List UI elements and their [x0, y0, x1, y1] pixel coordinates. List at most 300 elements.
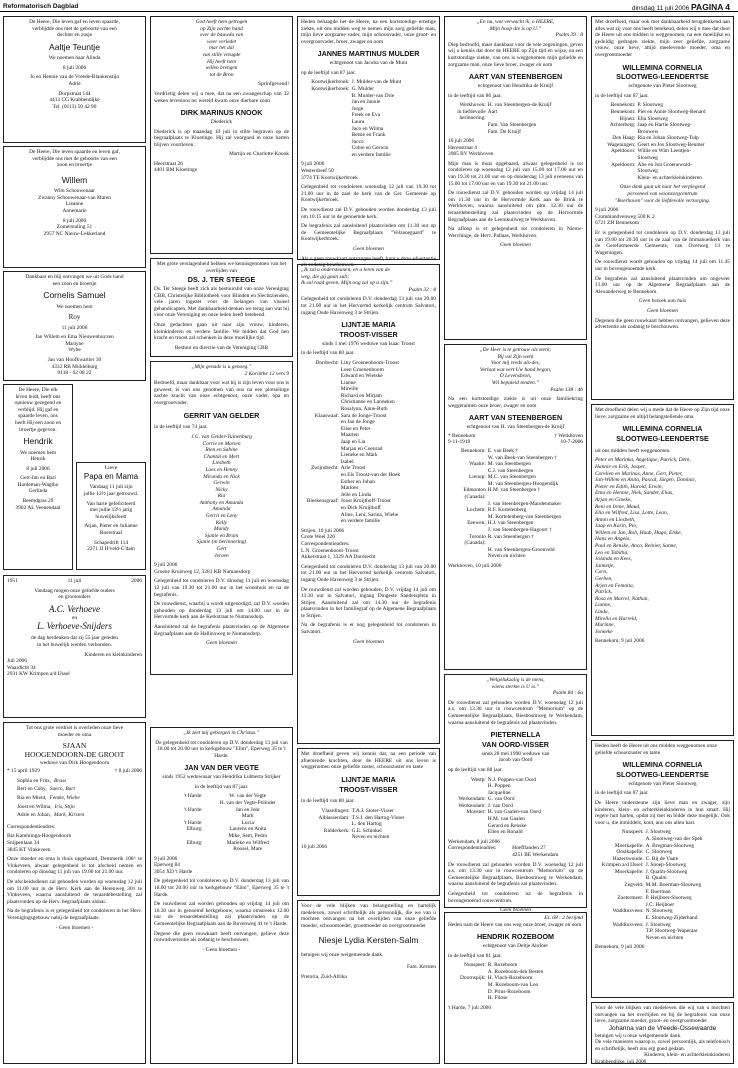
place-label: Klaaswaal: — [314, 412, 339, 419]
ad-paragraph: Heden nam de Heere van ons weg onze broer, zwager en oom — [448, 921, 582, 928]
ad-paragraph: Gelegenheid tot condoleren D.V. donderdag 13 juli van 20.00 tot 21.00 uur in het Hervormd kerkelijk centrum Salvatori, ingang Oude Havenweg 3 te Strijen. — [301, 296, 436, 316]
list-line: Paul en Renske, Anco, Reinier, Sanne, — [595, 543, 678, 550]
place-label — [301, 485, 339, 492]
family-list — [154, 793, 289, 852]
ad-text: de dag herdenken dat zij 55 jaar geleden — [31, 635, 118, 642]
family-member: Cobie en Gerwin — [351, 145, 389, 152]
family-member: Elise en Peter — [340, 425, 371, 432]
ad-text: Dankbaar en blij ontvingen we uit Gods hand — [25, 274, 124, 280]
correspondence-label: Correspondentieadres: — [7, 823, 56, 830]
ad-text: betuigen wij u onze welgemeende dank. — [595, 1032, 682, 1039]
family-member: J. Snoep-Slootweg — [645, 862, 687, 869]
family-member: E. van Beek † — [487, 447, 519, 454]
address: Grote Weel 326 — [301, 534, 335, 541]
list-line: God heeft hem getrogen — [195, 19, 248, 25]
footer-note: Geen bloemen — [500, 242, 531, 249]
list-line: Jonneke — [595, 628, 613, 635]
place-label — [595, 168, 636, 175]
place-label — [301, 452, 339, 459]
thanks-note: personeel van woonzorgcentrum — [627, 191, 698, 198]
verse: Ik zal raad geven, Mijn oog zal op u zijn.” — [301, 280, 393, 287]
page-number: 4 — [725, 2, 730, 12]
deceased-sub: weduwe van Dirk Hoogendoorn — [39, 759, 110, 766]
birth-date: 8 juli 2006 — [62, 217, 87, 224]
phone: Tel. (0113) 50 42 90 — [52, 103, 97, 110]
list-line: Rien en Sabine — [205, 447, 238, 454]
family-member: en Jan de Jonge — [340, 419, 375, 426]
family-member: Roosel, Mare — [233, 846, 263, 853]
place-label: Zwijndrecht: — [310, 465, 339, 472]
place-label — [595, 155, 636, 162]
list-line: over de bauwda van — [199, 32, 244, 39]
life-dates — [448, 433, 583, 446]
ad-paragraph: De afscheidsdienst zal gehouden worden op woensdag 12 juli om 11.00 uur in de Herv. Kerk aan de Herenweg 301 te Vinkeveen, waarna aansluitend de teraardebestelling zal plaatsvinden op de Herv. begraafplaats aldaar. — [7, 879, 142, 905]
family-list — [301, 79, 436, 158]
family-member: Jacco — [351, 138, 364, 145]
address: 4401 BM Kloetinge — [154, 167, 198, 174]
ad-paragraph: Gelegenheid tot condoleren D.V. dinsdag 11 juli en woensdag 12 juli van 19.30 tot 21.00 uur in het woonhuis en na de begrafenis. — [154, 578, 289, 598]
place-label: Elburg: — [186, 839, 203, 846]
ad-paragraph: Heden behaagde het de Heere, na een kortstondige ernstige ziekte, uit ons midden weg te nemen mijn zorg geliefde man, mijn lieve zorgzame vader, mijn schoonvader, onze groot- en overgrootvader, broer, zwager en oom — [301, 19, 436, 45]
place-label: Wageningen: — [607, 141, 636, 148]
family-member: Esther en Johan — [340, 478, 375, 485]
relative-names: Ria en Mient, — [17, 795, 47, 802]
place-label — [448, 982, 486, 989]
list-line: Miranda en Nick — [203, 473, 240, 480]
list-line: „De Heer is te getrouw als sterk; — [479, 347, 552, 353]
family-member: Arie Troost — [340, 465, 366, 472]
thanks-note: "Boerhaven" voor de liefdevolle verzorging. — [614, 197, 711, 204]
list-line: Lianne, — [595, 602, 612, 609]
list-line: van stille vreugde — [202, 51, 241, 58]
address: Snijpenlaan 34 — [7, 840, 40, 847]
honoree-name: A.C. Verhoeve — [48, 603, 101, 614]
list-line: Arjen en Femnita, — [595, 582, 635, 589]
verse: „Welgelukzalig is de mens, — [486, 677, 545, 683]
birth-ad-hendrik — [3, 384, 73, 570]
verse-ref: Psalm 39 : 8 — [555, 32, 583, 39]
place-label: Werkendam: — [458, 796, 486, 803]
address: 4251 BE Werkendam — [512, 852, 559, 859]
family-member: P. Heijboer-Slootweg — [645, 895, 692, 902]
family-member: N.J. Poppen-van Oord — [487, 776, 537, 783]
address: 4332 RB Middelburg — [51, 363, 98, 370]
family-member: H. Vlach-Rozeboom — [487, 975, 533, 982]
place-label — [448, 455, 486, 462]
date: 9 juli 2006 — [595, 207, 619, 214]
place-label: Nunspeet: — [621, 829, 644, 836]
family-member: Jaap en Lia — [340, 439, 366, 446]
age: op de leeftijd van 88 jaar. — [448, 766, 503, 773]
ad-paragraph: Als u geen rouwkaart ontvangen heeft, kunt u deze advertentie als zodanig beschouwen. — [301, 255, 437, 269]
address: L.N. Groenenboom-Troost — [301, 547, 359, 554]
family-member: Marieke en Wilfred — [226, 839, 269, 846]
family-member: Jorge — [351, 105, 364, 112]
ad-paragraph: De rouwdienst, waarbij u wordt uitgenodigd, zal D.V. worden gehouden op donderdag 13 juli om 14.00 uur in de Hervormde kerk aan de Kerkstraat te Numansdorp. — [154, 601, 289, 621]
address: Heerstraat 26 — [154, 160, 183, 167]
ad-paragraph: Met droefheid delen wij u mede dat de Heere op Zijn tijd onze lieve, zorgzame en altijd belangstellende oma — [595, 407, 730, 420]
footer-note: - Geen bloemen - — [202, 946, 241, 953]
family-member: Leen Groenenboom — [340, 366, 384, 373]
date: Werkhoven, 10 juli 2006 — [448, 563, 502, 569]
family-member: Neven en nichten — [487, 553, 526, 560]
family-member: Mike, Sem, Pedro — [228, 832, 268, 839]
obituary-van-steenbergen-family — [444, 344, 587, 670]
family-member: Willie en Wim Leentjen- — [637, 148, 692, 155]
deceased-name: HOOGENDOORN-DE GROOT — [24, 750, 125, 760]
deceased-name: DS. J. TER STEEGE — [187, 275, 256, 285]
obituary-van-gelder — [150, 361, 293, 675]
ad-paragraph: Voor de vele blijken van belangstelling en hartelijk medeleven, zowel schriftelijk als persoonlijk, die we van u mochten ontvangen na het overlijden van onze geliefde moeder, schoonmoeder, grootmoeder en overgrootmoeder — [301, 903, 436, 929]
address: Westerdreef 50 — [301, 168, 334, 175]
family-member: Ria en Johan Slootweg-Tulp — [637, 135, 699, 142]
place-label: Dordrecht: — [315, 359, 339, 366]
footer-note: Geen bloemen — [500, 907, 531, 914]
list-line: Liesbeth — [212, 460, 231, 467]
list-line: Elia en Wilfred, Lisa, Lotte, Lean, — [595, 510, 669, 517]
ad-paragraph: De rouwdienst zal worden gehouden, D.V. vrijdag 14 juli om 13.30 uur in Salvatori, ingang Dingeste Sandersplein in Strijen. Aansluitend zal om 14.30 uur de begrafenis plaatsvinden in het familiegraf op de Algemene Begraafplaats te Strijen. — [301, 586, 436, 619]
anniversary-years — [7, 578, 142, 585]
place-label: Zoetermeer: — [617, 895, 644, 902]
parent: Zwanny Schouwenaar-van Maren — [38, 194, 111, 201]
date: Strijen, 10 juli 2006 — [301, 527, 345, 534]
ad-text: Van harte gefeliciteerd — [86, 500, 136, 507]
relative-row — [17, 804, 142, 811]
age: in de leeftijd van 86 jaar. — [448, 92, 502, 99]
place-label: Apeldoorn: — [610, 161, 636, 168]
footer-note: Geen bloemen — [353, 638, 384, 645]
verse: weg, die gij gaan zult; — [301, 273, 350, 280]
family-member: J.C. Heijboer — [645, 901, 675, 908]
family-member: G. van Oord — [487, 796, 515, 803]
ad-text: zoon en broertje — [56, 162, 93, 169]
ad-paragraph: Degene die geen rouwkaart heeft ontvangen, gelieve deze rouwadvertentie als zodanig te beschouwen. — [154, 930, 289, 944]
list-line: Gerwin — [213, 480, 230, 487]
list-line: willen brengen — [205, 65, 238, 72]
place-label — [595, 902, 644, 909]
death-date: † 8 juli 2006 — [114, 768, 142, 775]
relative-names: Adrie en Johan, — [17, 812, 51, 819]
signature: Martijn en Charlotte Knook — [228, 151, 289, 158]
family-member: Laurens en Anita — [229, 826, 267, 833]
relative-row — [17, 812, 142, 819]
family-member: H.M. van Gaalen — [487, 816, 525, 823]
list-line: mar het dal — [209, 45, 234, 52]
ad-paragraph: Met droefheid, maar ook met dankbaarheid terugdenkend aan alles wat zij voor ons heeft betekend, delen wij u mee dat door de Heere uit ons midden is weggenomen, na een moeilijke en geduldig gedragen ziekte, mijn zeer geliefde, zorgzame vrouw, onze lieve, altijd meelevende moeder, oma en overgrootmoeder — [595, 19, 730, 58]
obituary-rozeboom — [444, 912, 587, 1064]
ad-text: verblijdde ons met de geboorte van een — [32, 25, 117, 32]
death-date: 10-7-2006 — [560, 439, 583, 446]
place-date: Pretoria, Zuid-Afrika — [301, 973, 347, 980]
list-line: Anthony en Amanda — [199, 499, 244, 506]
date: 10 juli 2006 — [301, 843, 328, 850]
place-label — [154, 833, 203, 840]
deceased-sub: echtgenoot van Hendrika de Kruijf — [477, 82, 554, 89]
deceased-name: WILLEMINA CORNELIA — [622, 424, 703, 434]
family-member: B. Mulder-van Drie — [351, 92, 395, 99]
family-member: Neven en nichten — [351, 834, 390, 841]
date: 9 juli 2006 — [154, 562, 178, 569]
place-label: Den Haag: — [612, 135, 636, 142]
place-label — [154, 846, 203, 853]
age: in de leeftijd van 80 jaar. — [301, 350, 355, 357]
family-member: N. Slootweg — [645, 908, 673, 915]
ad-text: dochter en zusje — [56, 32, 93, 39]
obituary-knook — [150, 16, 293, 254]
grandchildren: Iris, Stijn — [54, 803, 75, 810]
place-label — [301, 834, 350, 841]
place-label: Monster: — [466, 809, 486, 816]
place-label: Moerkapelle: — [614, 842, 644, 849]
birth-date: 11 juli 2006 — [61, 324, 88, 331]
place-label — [595, 935, 644, 942]
place-label: 't Harde: — [184, 806, 203, 813]
relatives-list — [7, 778, 142, 819]
family-member: M. van Steenbergen-Hoogendijk — [487, 480, 559, 487]
obituary-troost-visser-family — [297, 748, 440, 896]
age: uit ons midden heeft weggenomen. — [595, 447, 671, 454]
family-member: Christianne en Lanneken — [340, 399, 395, 406]
place-label: Bennekom: — [610, 102, 636, 109]
deceased-name: Niesje Lydia Kersten-Salm — [318, 935, 419, 946]
deceased-sub: Jacob van Oord — [498, 757, 533, 764]
family-member: Richard en Mirjam — [340, 392, 382, 399]
year-start: 1951 — [7, 578, 18, 584]
place-label — [595, 836, 644, 843]
correspondence-label: Correspondentieadres: — [448, 845, 497, 852]
family-member: Marloes — [340, 485, 359, 492]
ad-paragraph: Heden heeft de Heere uit ons midden weggenomen onze geliefde schoonzuster en tante — [595, 743, 717, 756]
family-member: H.J. van Steenbergen — [487, 520, 534, 527]
age: op de leeftijd van 87 jaar. — [301, 69, 356, 76]
place-label — [301, 386, 339, 393]
ad-text: en — [71, 614, 78, 621]
family-member: J. van Steenbergen-Mandenmaker — [487, 500, 562, 507]
list-line: Jaap en Karin, Pio, — [595, 523, 638, 530]
ad-paragraph: De begrafenis zal aansluitend plaatsvinden om 11.30 uur op de Gemeentelijke Begraafplaats "Velzenegaard" te Kootwijkerbroek. — [301, 223, 436, 243]
ad-paragraph: De Heere ondersteune zijn lieve man en zwager, zijn kinderen, klein- en achterkleinkinderen in hun smart. Hij regere hun harten, opdat zij met en bidde deze mogelijk. Ook voor u, die inmiddels, kont, ann ons allen hart. — [595, 799, 730, 826]
family-member: C. Slootweg — [645, 849, 673, 856]
address: Herenstraat 4 — [448, 144, 477, 151]
sibling: Annemarie — [62, 207, 87, 214]
ad-paragraph: De rouwdienst zal worden gehouden op vrijdag 14 juli om 10.30 uur in genoemd kerkgebouw, waarna omstreeks 12.00 uur de teraardebestelling zal plaatsvinden op de Gemeentelijke Begraafplaats aan de Bovenweg 41 te 't Harde. — [154, 901, 289, 928]
list-line: Peter en Marinka, Angelique, Patrick, Derk, — [595, 457, 691, 464]
ad-text: verblijd. Hij gaf en — [17, 406, 59, 413]
ad-text: een zoon en broertje — [52, 280, 97, 287]
place-label — [301, 145, 350, 152]
family-member: Aart — [487, 108, 498, 115]
family-member: Geert en Jos Slootweg-Beumer — [637, 141, 705, 148]
place-label — [154, 813, 203, 820]
family-member: M. Kortelenberg-van Steenbergen — [487, 513, 562, 520]
place-label: Kootwijkerbroek: — [311, 79, 350, 86]
family-member: Betsie en Frank — [351, 132, 386, 139]
ad-paragraph: Na afloop is er gelegenheid tot condoleren in Nieuw-Werchinge, de Herv. Pallaas, Werkhoven. — [448, 226, 583, 239]
ad-text: Lieve — [104, 465, 118, 471]
footer-note: - Geen bloemen - — [55, 924, 94, 931]
footer-note: Geen bloemen — [353, 246, 384, 252]
anniversary-ad-verhoeve — [3, 575, 146, 718]
place-label: Westp: — [470, 776, 486, 783]
obituary-slootweg — [591, 16, 734, 400]
deceased-name: SJAAN — [62, 741, 87, 751]
place-label — [301, 479, 339, 486]
family-member: Lianne — [340, 379, 356, 386]
nickname: Roy — [68, 313, 81, 322]
ad-text: broertje gegeven. — [19, 426, 57, 433]
family-member: Piet en Annie Slootweg-Benard — [637, 108, 706, 115]
address: Dorpstraat 144 — [58, 90, 91, 97]
family-member: C.J. van Steenbergen — [487, 467, 534, 474]
list-line: Mandy — [214, 526, 229, 533]
verse-ref: Psalm 138 : 4b — [550, 386, 583, 393]
place-label: Nunspeet: — [463, 962, 486, 969]
list-line: Anton en Liesbeth, — [595, 516, 636, 523]
list-line: Marinne, — [595, 622, 615, 629]
ad-paragraph: Aansluitend zal de begrafenis plaatsvinden op de Algemene Begraafplaats aan de Hallinxweg te Numansdorp. — [154, 623, 289, 637]
family-member: Gerard en Renske — [487, 822, 527, 829]
family-member: F. Boerman — [645, 888, 671, 895]
deceased-sub: echtgenote van Pieter Slootweg — [628, 83, 697, 90]
verse: wiens sterkte is U is.” — [491, 683, 540, 690]
family-member: H. Poppen — [487, 783, 511, 790]
place-label — [301, 439, 339, 446]
place-label — [301, 472, 339, 479]
family-member: R. Rozeboom — [487, 962, 518, 969]
verse: „Ik zeet mij geborgen in Christus.” — [183, 730, 260, 736]
family-member: A. Bregman-Slootweg — [645, 842, 695, 849]
deceased-sub: sinds 28 mei 1998 weduwe van — [481, 750, 550, 757]
family-member: en verdere familie — [351, 151, 391, 158]
place-label: Eeewen: — [467, 520, 486, 527]
sibling: Wybe — [68, 347, 81, 354]
place-label — [301, 152, 350, 159]
place-label — [301, 373, 339, 380]
header-rule — [0, 11, 738, 12]
family-member: T.P. Slootweg-Waperaar — [645, 928, 698, 935]
grandchildren: Brass — [54, 777, 67, 784]
obituary-van-oord-visser — [444, 674, 587, 914]
place-label — [448, 514, 486, 521]
family-list — [448, 102, 583, 135]
family-member: Marjan en Coenrad — [340, 445, 383, 452]
age: in de leeftijd van 80 jaar. — [301, 798, 355, 805]
list-line: Patrick, — [595, 589, 613, 596]
family-member: en verdere familie — [340, 518, 381, 525]
place-label: Hazerswoude: — [612, 855, 644, 862]
ad-text: opnieuw gezegend en — [14, 400, 62, 407]
ad-paragraph: De rouwdienst zal D.V. gehouden worden op vrijdag 14 juli om 11.30 uur in de Hervormde Kerk aan de Brink te Werkhoven, waarna aansluitend om plm. 12.30 uur de teraardebestelling zal plaatsvinden op de Hervormde Begraafplaats aan de Leemkuilweg te Werkhoven. — [448, 190, 583, 223]
list-line: Gerben, — [595, 576, 613, 583]
place-label — [448, 527, 486, 534]
family-member: Jan en Johr — [235, 806, 260, 813]
list-line: op Zijn zachte hand — [200, 25, 243, 32]
birth-date: 9-11-1919 — [448, 439, 471, 446]
place-label — [301, 821, 350, 828]
obituary-van-steenbergen — [444, 16, 587, 340]
family-member: Marit — [241, 813, 254, 820]
sibling: Lieanne — [65, 201, 84, 208]
ad-paragraph: Degenen die geen rouwkaart hebben ontvangen, gelieven deze advertentie als zodanig te beschouwen. — [595, 317, 730, 331]
grandchildren: Femke, Wiebe — [49, 795, 80, 802]
age: in de leeftijd van 87 jaar. — [595, 92, 649, 99]
family-member: Jan en Jannie — [351, 99, 381, 106]
family-list — [301, 360, 436, 525]
place-label — [301, 99, 350, 106]
deceased-name: TROOST-VISSER — [339, 784, 398, 794]
place-label: Bennekom: — [460, 447, 486, 454]
parents: Gert-Jan en Bari — [20, 475, 56, 482]
ad-text: verblijdde ons met de geboorte van een — [32, 155, 117, 162]
family-member: Fam. Van Steenbergen — [487, 121, 537, 128]
address: Bia Kamminga-Hoogendoorn — [7, 833, 72, 840]
ad-text: heeft Hij een zoon en — [14, 419, 62, 426]
ad-paragraph: Onze gedachten gaan uit naar zijn vrouw, kinderen, kleinkinderen en verdere familie. We bidden dat God hen kracht en troost zal schenken in deze moeilijke tijd. — [154, 321, 289, 342]
place-label — [301, 393, 339, 400]
date: 9 juli 2006 — [301, 161, 325, 168]
address: Jan van Hoofkwartier 30 — [47, 357, 102, 364]
ad-text: huwelijksfeest — [95, 513, 127, 520]
family-list — [448, 777, 583, 836]
birth-date: 8 juli 2006 — [62, 64, 87, 71]
family-member: T.A.J. Stoter-Visser — [351, 807, 394, 814]
family-member: Laura — [351, 118, 365, 125]
family-member: J. Qualm-Slootweg — [645, 868, 688, 875]
verse-ref: Psalm 84 : 6a — [552, 690, 583, 697]
footer-note: Geen bloemen — [206, 640, 237, 647]
family-member: G.E. Schinkel — [351, 827, 382, 834]
place-label — [301, 419, 339, 426]
family-member: Ella Slootweg — [637, 115, 668, 122]
relative-names: Bert en Coby, — [17, 786, 47, 793]
deceased-name: WILLEMINA CORNELIA — [622, 62, 703, 72]
ad-paragraph: Gelegenheid tot condoleren woensdag 12 juli van 19.30 tot 21.00 uur in de zaal de kerk van de Ger. Gemeente op Kootwijkerbroek. — [301, 184, 436, 204]
ad-paragraph: Na een kortstondige ziekte is uit onze familiekring weggenomen onze broer, zwager en oom — [448, 396, 583, 409]
newspaper-name: Reformatorisch Dagblad — [3, 3, 79, 10]
list-line: Corn, — [595, 569, 608, 576]
address: 2371 JJ H'veld-G'dam — [87, 546, 135, 553]
deceased-sub: echtgenote van Pieter Slootweg — [628, 780, 697, 787]
place-label — [595, 915, 644, 922]
family-member: L. den Hartog — [351, 821, 382, 828]
place-label: Doornspijk: — [460, 975, 486, 982]
obituary-sjaan — [3, 722, 146, 1064]
family-member: Mireille — [340, 386, 359, 393]
list-line: Gerrit en Leny — [205, 513, 238, 520]
place-label: Elburg: — [186, 826, 203, 833]
verse-ref: 2 Korinthe 12 vers 9 — [244, 370, 289, 377]
family-member: H. van der Vegte-Polinder — [219, 799, 276, 806]
family-member: M. Rozeboom-van Loo — [487, 981, 539, 988]
place-label — [595, 875, 644, 882]
verse-ref: Ez. 68 : 2 berijmd — [544, 915, 583, 921]
sibling: Adrie — [68, 80, 81, 87]
deceased-name: SLOOTWEG-LEENDERTSE — [616, 769, 709, 779]
ad-text: leven leidt, heeft ons — [15, 393, 61, 400]
age: in de leeftijd van 74 jaar. — [154, 424, 208, 431]
birth-date: 8 juli 2006 — [26, 465, 50, 472]
list-line: Ria — [217, 493, 226, 500]
place-label — [301, 432, 339, 439]
list-line: Jannetje, — [595, 562, 615, 569]
verse: „Ik zal u ondersteunen, en u leren van de — [301, 267, 390, 273]
family-list — [595, 829, 730, 941]
ad-paragraph: De gelegenheid tot condoleren op D.V. donderdag 13 juli van 18.00 tot 20.00 uur in kerkgebouw "Elim", Eperweg 35 te 't Harde. — [154, 878, 289, 898]
grandchildren: Saeco, Bart — [49, 786, 75, 793]
list-line: Sjanie (in herinnering) — [196, 539, 247, 546]
ad-paragraph: Na de begrafenis is er nog gelegenheid tot condoleren in Salvatori. — [301, 622, 436, 636]
address: 2957 NC Nieuw-Lekkerland — [43, 230, 106, 237]
